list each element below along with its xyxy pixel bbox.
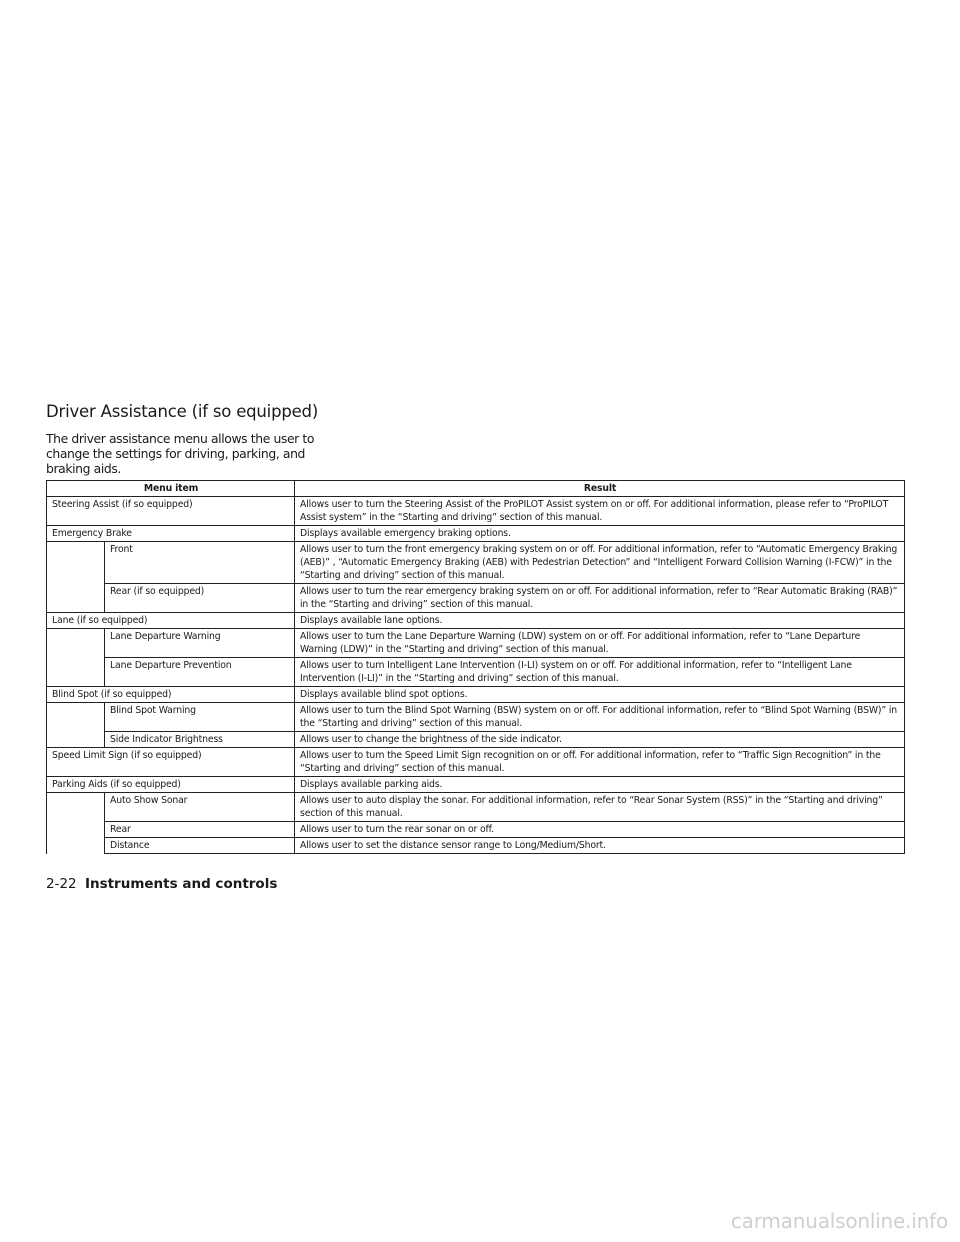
indent-spacer [47,703,105,748]
table-row [47,748,905,777]
chapter-title: Instruments and controls [84,876,278,892]
table-row [47,793,905,822]
menu-subitem-rear-sonar: Rear [105,822,295,838]
result-cell: Allows user to turn the Blind Spot Warning (BSW) system on or off. For additional information, refer to “Blind Spot Warning (BSW)” in the “Starting and driving” section of this manual. [295,703,905,732]
menu-item-blind-spot: Blind Spot (if so equipped) [47,687,295,703]
site-watermark: carmanualsonline.info [730,1209,948,1233]
table-row [47,687,905,703]
result-cell: Allows user to turn the rear emergency braking system on or off. For additional information, refer to “Rear Automatic Braking (RAB)” in the “Starting and driving” section of this manual. [295,584,905,613]
result-cell: Allows user to turn Intelligent Lane Intervention (I-LI) system on or off. For additional information, refer to “Intelligent Lane Intervention (I-LI)” in the “Starting and driving” section of this manual. [295,658,905,687]
table-row [47,838,905,854]
result-cell: Allows user to auto display the sonar. For additional information, refer to “Rear Sonar System (RSS)” in the “Starting and driving” section of this manual. [295,793,905,822]
result-cell: Displays available blind spot options. [295,687,905,703]
menu-subitem-front: Front [105,542,295,584]
result-cell: Allows user to turn the front emergency braking system on or off. For additional information, refer to “Automatic Emergency Braking (AEB)” , “Automatic Emergency Braking (AEB) with Pedestrian Detection” and “Intelligent Forward Collision Warning (I-FCW)” in the “Starting and driving” section of this manual. [295,542,905,584]
menu-subitem-auto-show-sonar: Auto Show Sonar [105,793,295,822]
result-cell: Allows user to change the brightness of the side indicator. [295,732,905,748]
result-cell: Allows user to turn the Steering Assist of the ProPILOT Assist system on or off. For additional information, please refer to “ProPILOT Assist system” in the “Starting and driving” section of this manual. [295,497,905,526]
table-row [47,526,905,542]
table-row [47,822,905,838]
menu-subitem-lane-departure-warning: Lane Departure Warning [105,629,295,658]
table-row [47,658,905,687]
result-cell: Displays available parking aids. [295,777,905,793]
result-cell: Displays available emergency braking options. [295,526,905,542]
section-intro: The driver assistance menu allows the user to change the settings for driving, parking, and braking aids. [46,431,315,476]
result-cell: Allows user to set the distance sensor range to Long/Medium/Short. [295,838,905,854]
table-row [47,542,905,584]
menu-item-header: Menu item [47,481,295,497]
driver-assistance-menu-table [46,480,905,854]
menu-item-speed-limit-sign: Speed Limit Sign (if so equipped) [47,748,295,777]
table-row [47,732,905,748]
result-cell: Allows user to turn the Lane Departure Warning (LDW) system on or off. For additional information, refer to “Lane Departure Warning (LDW)” in the “Starting and driving” section of this manual. [295,629,905,658]
section-title: Driver Assistance (if so equipped) [46,402,319,421]
menu-item-parking-aids: Parking Aids (if so equipped) [47,777,295,793]
table-row [47,497,905,526]
menu-subitem-lane-departure-prevention: Lane Departure Prevention [105,658,295,687]
menu-subitem-side-indicator-brightness: Side Indicator Brightness [105,732,295,748]
result-cell: Allows user to turn the Speed Limit Sign recognition on or off. For additional information, refer to “Traffic Sign Recognition” in the “Starting and driving” section of this manual. [295,748,905,777]
table-row [47,613,905,629]
result-header: Result [295,481,905,497]
page-number: 2-22 [46,876,77,892]
indent-spacer [47,629,105,687]
menu-item-steering-assist: Steering Assist (if so equipped) [47,497,295,526]
table-row [47,703,905,732]
indent-spacer [47,793,105,854]
table-row [47,777,905,793]
table-row [47,629,905,658]
menu-subitem-distance: Distance [105,838,295,854]
table-header-row [47,481,905,497]
menu-item-lane: Lane (if so equipped) [47,613,295,629]
menu-item-emergency-brake: Emergency Brake [47,526,295,542]
indent-spacer [47,542,105,613]
menu-subitem-rear-braking: Rear (if so equipped) [105,584,295,613]
result-cell: Allows user to turn the rear sonar on or off. [295,822,905,838]
result-cell: Displays available lane options. [295,613,905,629]
menu-subitem-blind-spot-warning: Blind Spot Warning [105,703,295,732]
page-footer [46,876,277,892]
table-row [47,584,905,613]
